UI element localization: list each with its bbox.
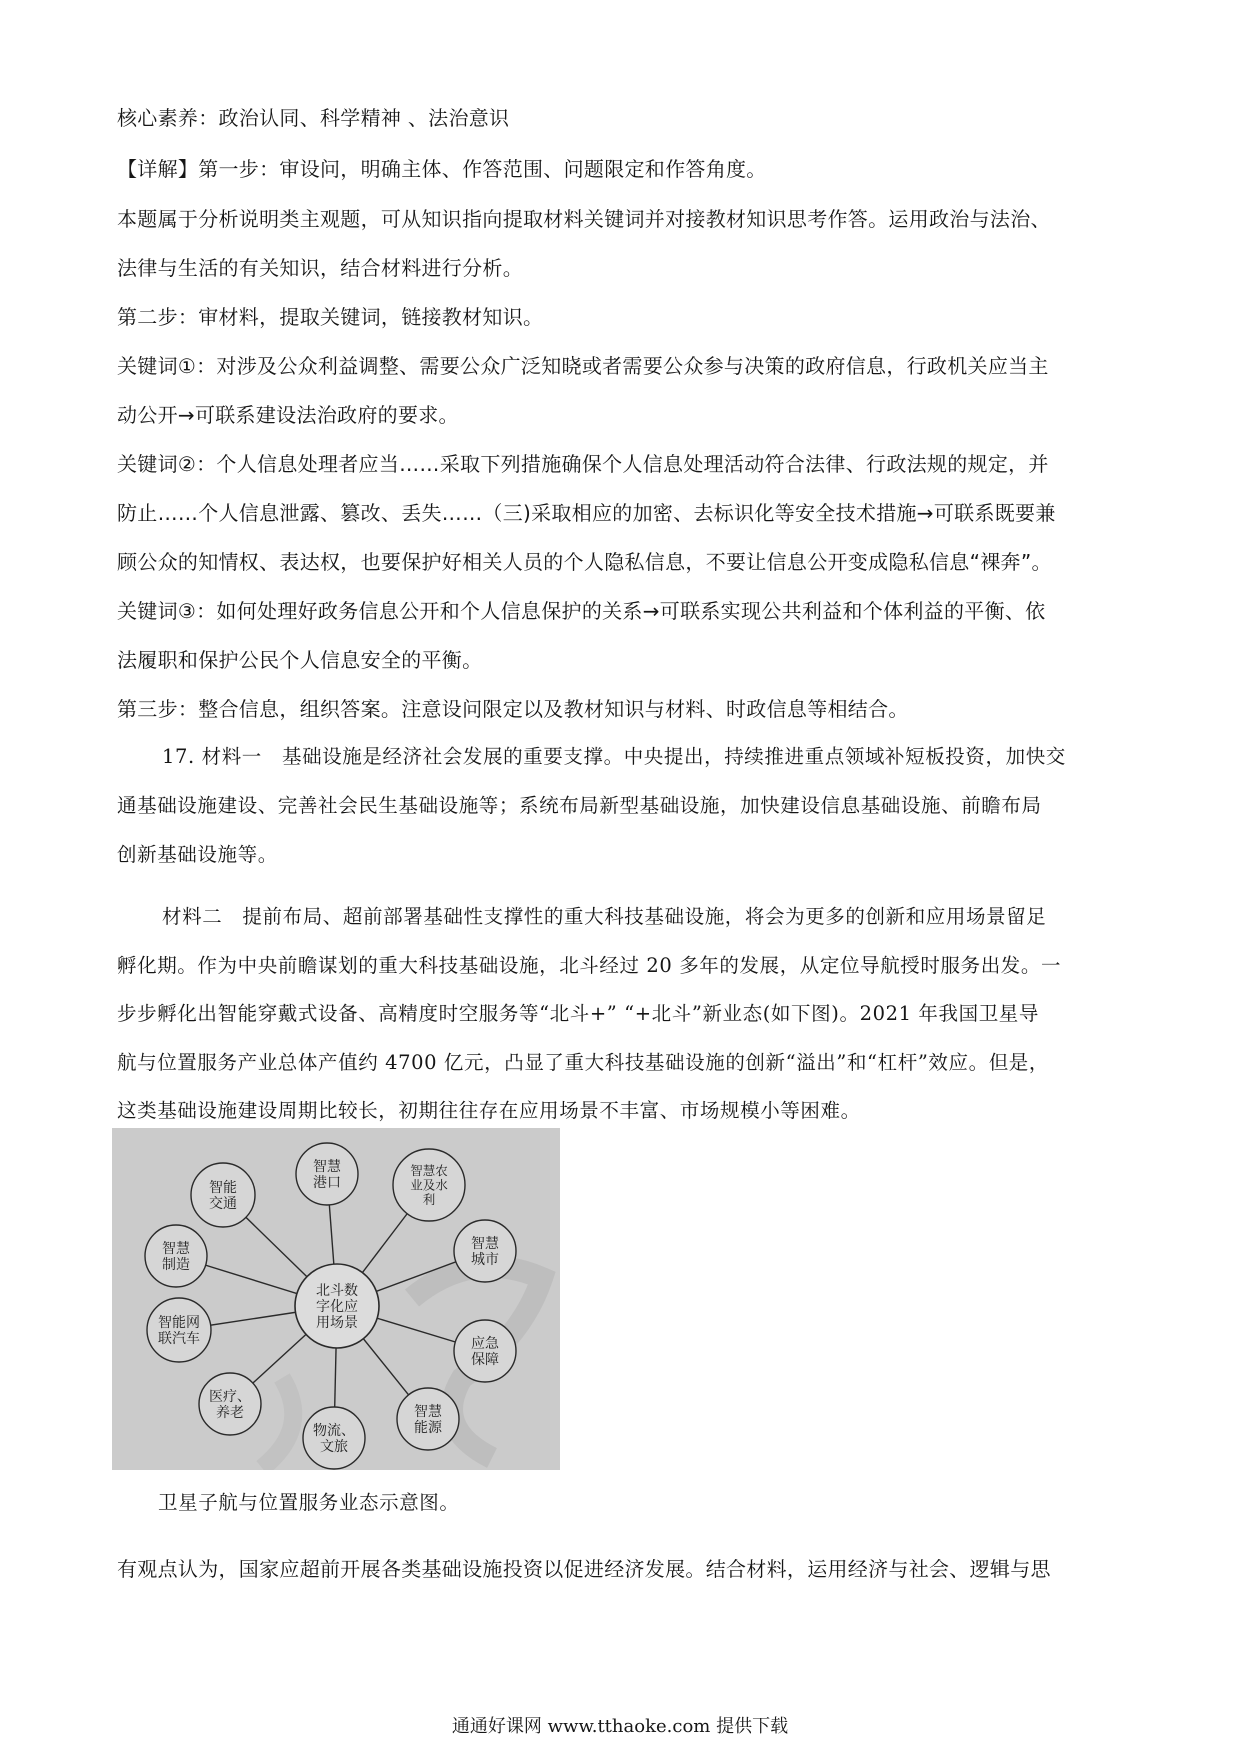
text-line: 第三步：整合信息，组织答案。注意设问限定以及教材知识与材料、时政信息等相结合。 (117, 697, 909, 721)
text-line: 【详解】第一步：审设问，明确主体、作答范围、问题限定和作答角度。 (117, 157, 767, 181)
diagram-node-label: 应急 (471, 1335, 499, 1352)
diagram-node-label: 物流、 (313, 1422, 355, 1439)
text-line: 防止……个人信息泄露、篡改、丢失……（三)采取相应的加密、去标识化等安全技术措施→可联系既要兼 (117, 501, 1056, 525)
diagram-node-label: 联汽车 (158, 1331, 200, 1348)
text-line: 顾公众的知情权、表达权，也要保护好相关人员的个人隐私信息，不要让信息公开变成隐私信息“裸奔”。 (117, 550, 1052, 574)
text-line: 关键词①：对涉及公众利益调整、需要公众广泛知晓或者需要公众参与决策的政府信息，行政机关应当主 (117, 354, 1049, 378)
question-line: 步步孵化出智能穿戴式设备、高精度时空服务等“北斗+” “+北斗”新业态(如下图)。2021 年我国卫星导 (117, 1002, 1039, 1025)
question-line: 通基础设施建设、完善社会民生基础设施等；系统布局新型基础设施，加快建设信息基础设施、前瞻布局 (117, 794, 1042, 817)
text-line: 第二步：审材料，提取关键词，链接教材知识。 (117, 305, 544, 329)
diagram-node-label: 城市 (471, 1252, 499, 1269)
question-line: 孵化期。作为中央前瞻谋划的重大科技基础设施，北斗经过 20 多年的发展，从定位导航授时服务出发。一 (117, 954, 1062, 977)
text-line: 有观点认为，国家应超前开展各类基础设施投资以促进经济发展。结合材料，运用经济与社会、逻辑与思 (117, 1557, 1051, 1581)
diagram-node-label: 智慧 (313, 1158, 341, 1175)
question-line: 材料二 提前布局、超前部署基础性支撑性的重大科技基础设施，将会为更多的创新和应用场景留足 (162, 905, 1047, 928)
diagram-node-label: 智慧农 (410, 1163, 448, 1179)
text-line: 关键词②：个人信息处理者应当……采取下列措施确保个人信息处理活动符合法律、行政法规的规定，并 (117, 452, 1049, 476)
diagram-node-label: 医疗、 (209, 1388, 251, 1405)
diagram-node-label: 交通 (209, 1196, 237, 1213)
diagram-node-label: 制造 (162, 1257, 190, 1274)
diagram-center-label: 北斗数 (316, 1282, 358, 1299)
figure-caption: 卫星子航与位置服务业态示意图。 (158, 1491, 460, 1514)
background-decoration (262, 1378, 293, 1468)
question-line: 这类基础设施建设周期比较长，初期往往存在应用场景不丰富、市场规模小等困难。 (117, 1099, 861, 1122)
diagram-node-label: 养老 (216, 1405, 244, 1422)
diagram-node-label: 利 (422, 1191, 436, 1207)
text-line: 关键词③：如何处理好政务信息公开和个人信息保护的关系→可联系实现公共利益和个体利益的平衡、依 (117, 599, 1046, 623)
question-line: 17. 材料一 基础设施是经济社会发展的重要支撑。中央提出，持续推进重点领域补短板投资，加快交 (162, 745, 1066, 768)
beidou-diagram (112, 1128, 560, 1470)
diagram-center-label: 字化应 (316, 1299, 358, 1316)
beidou-diagram-figure (112, 1128, 560, 1470)
text-line: 动公开→可联系建设法治政府的要求。 (117, 403, 459, 427)
diagram-node-label: 港口 (313, 1175, 341, 1192)
diagram-node-label: 智慧 (162, 1240, 190, 1257)
footer-credit: 通通好课网 www.tthaoke.com 提供下载 (451, 1716, 789, 1737)
text-line: 法律与生活的有关知识，结合材料进行分析。 (117, 256, 523, 280)
diagram-node-label: 业及水 (410, 1177, 448, 1193)
question-line: 创新基础设施等。 (117, 843, 278, 866)
diagram-node-label: 能源 (414, 1420, 442, 1437)
diagram-node-label: 文旅 (320, 1439, 348, 1456)
text-line: 核心素养：政治认同、科学精神 、法治意识 (117, 106, 510, 130)
diagram-node-label: 智慧 (414, 1403, 442, 1420)
diagram-node-label: 保障 (471, 1352, 499, 1369)
diagram-node-label: 智慧 (471, 1235, 499, 1252)
text-line: 本题属于分析说明类主观题，可从知识指向提取材料关键词并对接教材知识思考作答。运用政治与法治、 (117, 207, 1051, 231)
diagram-node-label: 智能 (209, 1179, 237, 1196)
question-line: 航与位置服务产业总体产值约 4700 亿元，凸显了重大科技基础设施的创新“溢出”和“杠杆”效应。但是， (117, 1051, 1049, 1074)
diagram-node-label: 智能网 (158, 1314, 200, 1331)
diagram-center-label: 用场景 (316, 1315, 358, 1332)
text-line: 法履职和保护公民个人信息安全的平衡。 (117, 648, 483, 672)
